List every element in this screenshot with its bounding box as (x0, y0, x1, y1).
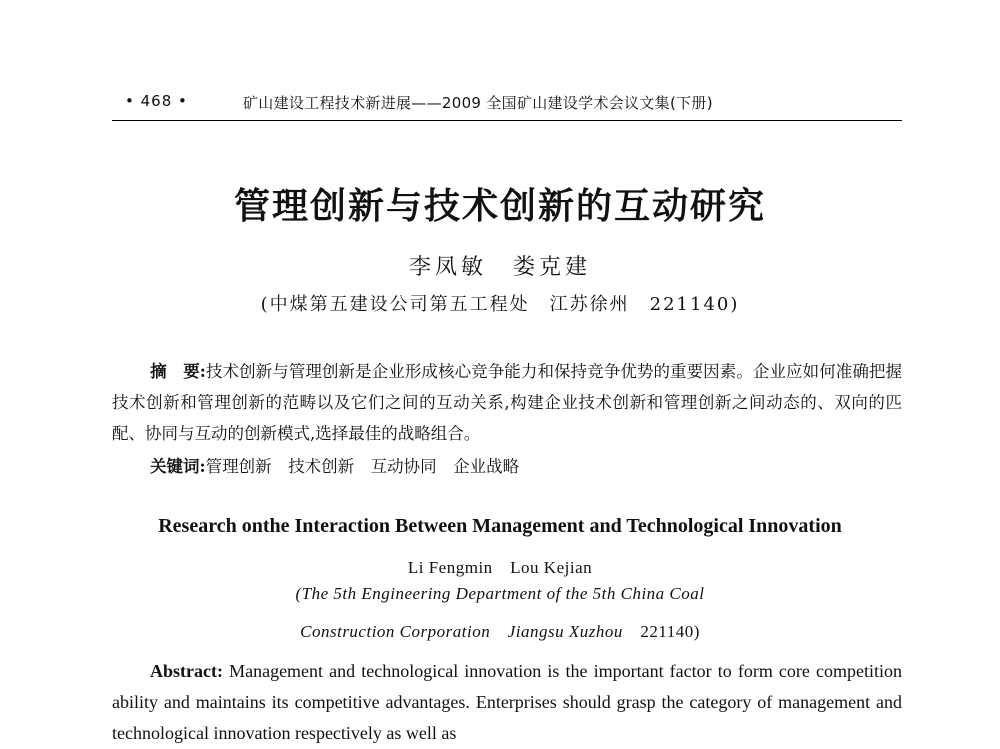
abstract-cn (112, 356, 902, 449)
authors-cn: 李凤敏 娄克建 (408, 255, 591, 280)
running-head: 矿山建设工程技术新进展——2009 全国矿山建设学术会议文集(下册) (243, 94, 713, 112)
abstract-cn-label: 摘 要: (150, 362, 206, 381)
abstract-en (112, 656, 902, 749)
header-rule (112, 120, 902, 121)
affiliation-en-code: 221140) (622, 622, 700, 641)
abstract-cn-text: 技术创新与管理创新是企业形成核心竞争能力和保持竞争优势的重要因素。企业应如何准确把握技术创新和管理创新的范畴以及它们之间的互动关系,构建企业技术创新和管理创新之间动态的、双向的匹配、协同与互动的创新模式,选择最佳的战略组合。 (112, 362, 903, 443)
paper-title-en: Research onthe Interaction Between Management and Technological Innovation (158, 515, 842, 537)
affiliation-en-line1: (The 5th Engineering Department of the 5th China Coal (295, 584, 705, 603)
affiliation-cn: (中煤第五建设公司第五工程处 江苏徐州 221140) (260, 294, 740, 315)
paper-title-cn: 管理创新与技术创新的互动研究 (233, 186, 766, 227)
page-header (0, 88, 1000, 120)
affiliation-en-place: Construction Corporation Jiangsu Xuzhou (300, 622, 623, 641)
keywords-cn-text: 管理创新 技术创新 互动协同 企业战略 (205, 457, 520, 476)
abstract-en-label: Abstract: (150, 661, 223, 681)
keywords-cn-label: 关键词: (150, 457, 206, 476)
affiliation-en-line2 (0, 617, 1000, 642)
abstract-en-text: Management and technological innovation is the important factor to form core competition ability and maintains its competitive advantages. Enterprises should grasp the category of management and technological innovation respectively as well as (112, 661, 902, 743)
keywords-cn (150, 453, 519, 477)
page-number: • 468 • (125, 92, 188, 110)
authors-en: Li Fengmin Lou Kejian (407, 558, 593, 577)
